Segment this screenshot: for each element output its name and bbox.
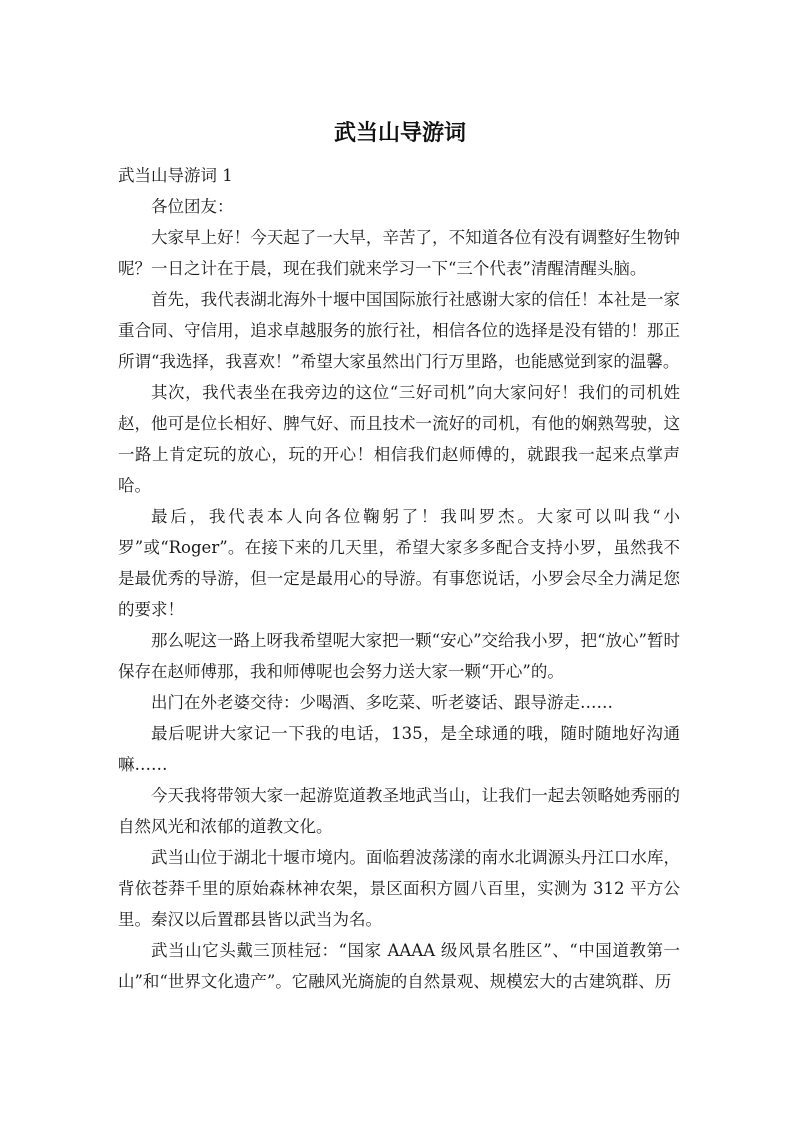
paragraph: 出门在外老婆交待：少喝酒、多吃菜、听老婆话、跟导游走…… — [151, 693, 613, 712]
paragraph: 今天我将带领大家一起游览道教圣地武当山，让我们一起去领略她秀丽的自然风光和浓郁的道教文化。 — [118, 786, 680, 836]
paragraph-greeting: 各位团友： — [151, 197, 234, 216]
paragraph: 首先，我代表湖北海外十堰中国国际旅行社感谢大家的信任！本社是一家重合同、守信用，追求卓越服务的旅行社，相信各位的选择是没有错的！那正所谓“我选择，我喜欢！”希望大家虽然出门行万里路，也能感觉到家的温馨。 — [118, 290, 680, 371]
paragraph: 武当山位于湖北十堰市境内。面临碧波荡漾的南水北调源头丹江口水库，背依苍莽千里的原始森林神农架，景区面积方圆八百里，实测为 312 平方公里。秦汉以后置郡县皆以武当为名。 — [118, 848, 680, 929]
document-title: 武当山导游词 — [333, 121, 466, 146]
paragraph: 最后呢讲大家记一下我的电话，135，是全球通的哦，随时随地好沟通嘛…… — [118, 724, 680, 774]
paragraph: 其次，我代表坐在我旁边的这位“三好司机”向大家问好！我们的司机姓赵，他可是位长相好、脾气好、而且技术一流好的司机，有他的娴熟驾驶，这一路上肯定玩的放心，玩的开心！相信我们赵师傅的，就跟我一起来点掌声哈。 — [118, 383, 680, 495]
paragraph: 那么呢这一路上呀我希望呢大家把一颗“安心”交给我小罗，把“放心”暂时保存在赵师傅那，我和师傅呢也会努力送大家一颗“开心”的。 — [118, 631, 680, 681]
paragraph: 大家早上好！今天起了一大早，辛苦了，不知道各位有没有调整好生物钟呢？一日之计在于晨，现在我们就来学习一下“三个代表”清醒清醒头脑。 — [118, 228, 680, 278]
document-body — [118, 160, 680, 997]
section-heading: 武当山导游词 1 — [118, 166, 233, 185]
paragraph: 武当山它头戴三顶桂冠：“国家 AAAA 级风景名胜区”、“中国道教第一山”和“世界文化遗产”。它融风光旖旎的自然景观、规模宏大的古建筑群、历 — [118, 941, 680, 991]
paragraph: 最后，我代表本人向各位鞠躬了！我叫罗杰。大家可以叫我“小罗”或“Roger”。在接下来的几天里，希望大家多多配合支持小罗，虽然我不是最优秀的导游，但一定是最用心的导游。有事您说话，小罗会尽全力满足您的要求！ — [118, 507, 680, 619]
